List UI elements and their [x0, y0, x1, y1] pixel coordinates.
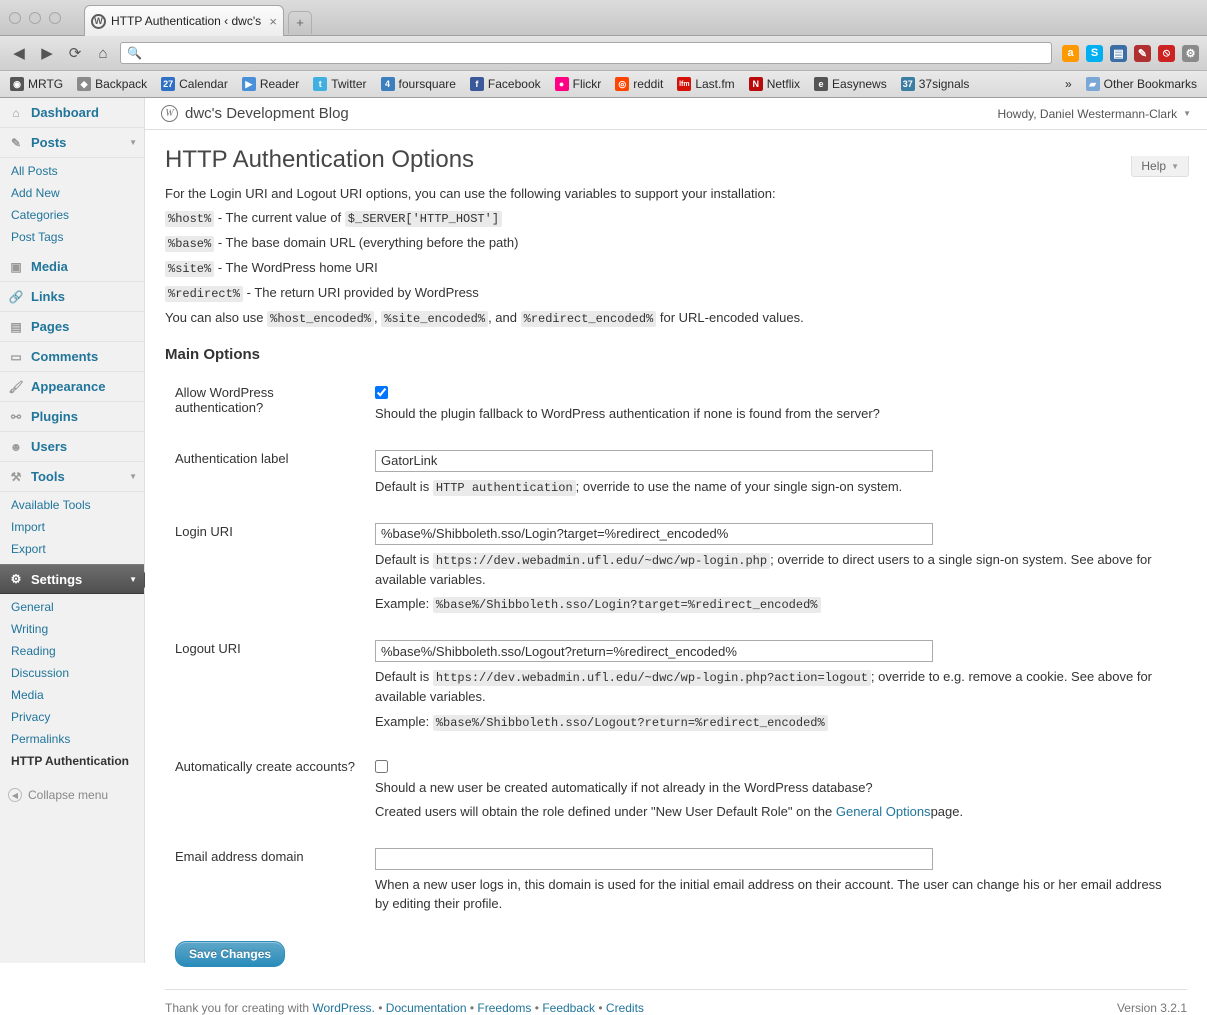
bookmark-facebook[interactable] — [470, 77, 541, 91]
footer-dot-1: • — [378, 1000, 383, 1015]
sidebar-item-label: Links — [31, 289, 65, 304]
submenu-item-reading[interactable]: Reading — [11, 644, 56, 658]
form-row-allow-wp-auth — [165, 371, 1187, 437]
signals-icon: 37 — [901, 77, 915, 91]
wordpress-logo-icon: W — [161, 105, 178, 122]
sidebar-item-posts[interactable] — [0, 128, 144, 158]
bookmark-foursquare[interactable] — [381, 77, 456, 91]
auth-label-desc-code: HTTP authentication — [433, 480, 576, 496]
bookmark-other-bookmarks[interactable] — [1086, 77, 1197, 91]
submenu-item-privacy[interactable]: Privacy — [11, 710, 51, 724]
settings-icon: ⚙ — [10, 572, 22, 586]
email-domain-description: When a new user logs in, this domain is used for the initial email address on their account. The user can change his or her email address by editing their profile. — [375, 876, 1162, 911]
pin-extension-icon[interactable]: ✎ — [1134, 45, 1151, 62]
field-label-allow-wp-auth: Allow WordPress authentication? — [175, 385, 274, 415]
auth-label-desc-pre: Default is — [375, 478, 430, 494]
sidebar-item-label: Appearance — [31, 379, 106, 394]
back-icon[interactable]: ◀ — [13, 45, 25, 62]
wrench-menu-icon[interactable]: ⚙ — [1182, 45, 1199, 62]
field-cell-auth-label — [375, 437, 1187, 510]
variable-text: - The return URI provided by WordPress — [246, 285, 479, 300]
variable-row-redirect — [165, 285, 1187, 301]
sidebar-item-label: Media — [31, 259, 68, 274]
tab-strip — [0, 0, 1207, 36]
sidebar-item-pages[interactable] — [0, 312, 144, 342]
sidebar-item-label: Pages — [31, 319, 70, 334]
reader-icon: ▶ — [242, 77, 256, 91]
bookmarks-overflow-icon[interactable]: » — [1064, 77, 1072, 91]
submenu-item-add-new[interactable]: Add New — [11, 186, 60, 200]
bookmark-label: 37signals — [918, 77, 970, 91]
login-uri-desc-code: https://dev.webadmin.ufl.edu/~dwc/wp-login.php — [433, 553, 770, 569]
pages-icon: ▤ — [10, 319, 22, 334]
encoded-site-code: %site_encoded% — [381, 311, 488, 327]
extension-icons — [1058, 45, 1199, 62]
field-label-login-uri: Login URI — [175, 523, 233, 539]
login-uri-input[interactable] — [375, 523, 933, 545]
field-cell-login-uri — [375, 510, 1187, 628]
variable-code: %base% — [165, 236, 214, 252]
auto-create-role-post: page. — [930, 804, 964, 819]
encoded-note — [165, 310, 1187, 326]
auto-create-role-note — [375, 802, 1177, 822]
form-row-auth-label — [165, 437, 1187, 510]
bookmark-label: Calendar — [179, 77, 228, 91]
form-row-email-domain — [165, 835, 1187, 927]
foursquare-icon: 4 — [381, 77, 395, 91]
logout-uri-example-code: %base%/Shibboleth.sso/Logout?return=%redirect_encoded% — [433, 715, 828, 731]
bookmark-label: foursquare — [398, 77, 456, 91]
variable-code: %site% — [165, 261, 214, 277]
variable-text: - The WordPress home URI — [217, 260, 378, 275]
browser-tab[interactable] — [84, 5, 284, 36]
footer-freedoms-link[interactable]: Freedoms — [477, 1000, 532, 1015]
encoded-sep-2: , and — [488, 310, 517, 325]
close-tab-icon[interactable]: × — [269, 13, 277, 29]
folder-icon: ▰ — [1086, 77, 1100, 91]
encoded-host-code: %host_encoded% — [267, 311, 374, 327]
submenu-posts — [0, 158, 144, 252]
bookmark-reader[interactable] — [242, 77, 299, 91]
bookmark-label: Reader — [259, 77, 300, 91]
help-button-label: Help — [1141, 159, 1167, 173]
admin-sidebar — [0, 98, 145, 963]
field-cell-allow-wp-auth — [375, 371, 1187, 437]
sidebar-item-links[interactable] — [0, 282, 144, 312]
minimize-window-button[interactable] — [29, 12, 41, 24]
sidebar-item-settings[interactable] — [0, 564, 144, 594]
field-cell-auto-create — [375, 745, 1187, 835]
bookmark-twitter[interactable] — [313, 77, 366, 91]
submenu-item-import[interactable]: Import — [11, 520, 46, 534]
section-title-main-options: Main Options — [165, 346, 260, 363]
wordpress-version: Version 3.2.1 — [1116, 1000, 1187, 1015]
collapse-icon: ◀ — [8, 788, 22, 802]
variable-row-host — [165, 210, 1187, 226]
sidebar-item-label: Posts — [31, 135, 67, 150]
netflix-icon: N — [749, 77, 763, 91]
zoom-window-button[interactable] — [49, 12, 61, 24]
field-label-logout-uri: Logout URI — [175, 641, 241, 656]
bookmark-mrtg[interactable] — [10, 77, 63, 91]
field-cell-email-domain — [375, 835, 1187, 927]
admin-content — [145, 98, 1207, 1015]
sidebar-item-dashboard[interactable] — [0, 98, 144, 128]
footer-dot-3: • — [534, 1000, 539, 1015]
user-greeting[interactable] — [997, 107, 1191, 121]
options-form-table — [165, 371, 1187, 927]
lastfm-icon: lfm — [677, 77, 691, 91]
skype-extension-icon[interactable]: S — [1086, 45, 1103, 62]
submenu-item-media[interactable]: Media — [11, 688, 44, 702]
form-row-login-uri — [165, 510, 1187, 628]
backpack-icon: ◆ — [77, 77, 91, 91]
chevron-down-icon: ▼ — [129, 138, 137, 147]
sidebar-item-media[interactable] — [0, 252, 144, 282]
field-label-email-domain: Email address domain — [175, 848, 304, 864]
bookmark-backpack[interactable] — [77, 77, 147, 91]
login-uri-example — [375, 594, 1177, 614]
logout-uri-desc-post: ; override to e.g. remove a cookie. See above for available variables. — [375, 669, 1153, 704]
window-traffic-lights[interactable] — [9, 12, 61, 24]
bookmark-calendar[interactable] — [161, 77, 228, 91]
bookmark-label: Last.fm — [695, 77, 735, 91]
help-button[interactable] — [1131, 156, 1189, 177]
address-bar[interactable] — [120, 42, 1052, 64]
search-icon: 🔍 — [127, 46, 142, 60]
wp-admin — [0, 98, 1207, 1015]
close-window-button[interactable] — [9, 12, 21, 24]
sidebar-item-label: Dashboard — [31, 105, 99, 120]
submenu-item-http-authentication[interactable]: HTTP Authentication — [11, 754, 129, 768]
bookmark-easynews[interactable] — [814, 77, 887, 91]
sidebar-item-comments[interactable] — [0, 342, 144, 372]
sidebar-item-tools[interactable] — [0, 462, 144, 492]
chevron-down-icon: ▼ — [1171, 161, 1179, 171]
amazon-extension-icon[interactable]: a — [1062, 45, 1079, 62]
sidebar-item-label: Users — [31, 439, 68, 454]
login-uri-example-label: Example: — [375, 596, 430, 611]
twitter-icon: t — [313, 77, 327, 91]
general-options-link[interactable]: General Options — [835, 804, 931, 819]
variable-text: - The current value of — [217, 210, 342, 225]
field-cell-logout-uri — [375, 627, 1187, 745]
form-row-logout-uri — [165, 627, 1187, 745]
submit-row — [165, 927, 1187, 967]
sidebar-item-label: Plugins — [31, 409, 78, 424]
footer-dot-2: • — [469, 1000, 475, 1015]
wordpress-favicon: W — [91, 14, 106, 29]
chevron-down-icon: ▼ — [129, 472, 137, 481]
variables-list — [165, 210, 1187, 301]
posts-icon: ✎ — [10, 135, 22, 150]
footer-feedback-link[interactable]: Feedback — [542, 1000, 596, 1015]
footer-thanks: Thank you for creating with — [165, 1000, 310, 1015]
auth-label-desc-post: ; override to use the name of your single sign-on system. — [575, 478, 903, 494]
logout-uri-example-label: Example: — [375, 713, 430, 729]
bookmark-label: Easynews — [832, 77, 887, 91]
collapse-menu-button[interactable] — [0, 788, 144, 802]
variable-code-2: $_SERVER['HTTP_HOST'] — [345, 211, 502, 227]
variable-text: - The base domain URL (everything before the path) — [217, 235, 519, 250]
bookmark-label: Backpack — [95, 77, 148, 91]
reload-icon[interactable]: ⟳ — [68, 45, 82, 62]
submenu-item-discussion[interactable]: Discussion — [11, 666, 70, 680]
bookmark-label: Facebook — [487, 77, 541, 91]
submenu-item-writing[interactable]: Writing — [11, 622, 49, 636]
field-label-auth-label: Authentication label — [175, 450, 289, 466]
submenu-item-available-tools[interactable]: Available Tools — [11, 498, 91, 512]
login-uri-desc-post: ; override to direct users to a single sign-on system. See above for available variables. — [375, 551, 1152, 587]
calendar-icon: 27 — [161, 77, 175, 91]
variable-row-base — [165, 235, 1187, 251]
submenu-item-general[interactable]: General — [11, 600, 54, 614]
allow-wp-auth-description: Should the plugin fallback to WordPress authentication if none is found from the server? — [375, 406, 880, 421]
collapse-menu-label: Collapse menu — [28, 788, 109, 802]
sidebar-item-label: Comments — [31, 349, 99, 364]
plugins-icon: ⚯ — [10, 409, 22, 424]
lastpass-extension-icon[interactable]: ▤ — [1110, 45, 1127, 62]
media-icon: ▣ — [10, 259, 22, 274]
home-icon[interactable]: ⌂ — [98, 44, 108, 62]
encoded-note-suffix: for URL-encoded values. — [659, 310, 804, 325]
bookmark-37signals[interactable] — [901, 77, 970, 91]
email-domain-input[interactable] — [375, 848, 933, 870]
admin-header — [145, 98, 1207, 130]
submenu-settings — [0, 594, 144, 776]
variable-code: %host% — [165, 211, 214, 227]
users-icon: ☻ — [9, 439, 23, 454]
sidebar-item-label: Tools — [31, 469, 65, 484]
comments-icon: ▭ — [10, 349, 22, 364]
bookmark-label: reddit — [633, 77, 664, 91]
form-row-auto-create — [165, 745, 1187, 835]
login-uri-example-code: %base%/Shibboleth.sso/Login?target=%redirect_encoded% — [433, 597, 821, 613]
bookmark-netflix[interactable] — [749, 77, 800, 91]
bookmark-lastfm[interactable] — [677, 77, 734, 91]
adblock-extension-icon[interactable]: ⦸ — [1158, 45, 1175, 62]
footer-dot-4: • — [598, 1000, 603, 1015]
auto-create-role-pre: Created users will obtain the role defined under "New User Default Role" on the — [375, 804, 833, 819]
submenu-item-export[interactable]: Export — [11, 542, 46, 556]
chevron-down-icon: ▼ — [1183, 109, 1191, 118]
footer-wordpress-link[interactable]: WordPress. — [312, 1000, 375, 1015]
variable-code: %redirect% — [165, 286, 243, 302]
allow-wp-auth-checkbox[interactable] — [375, 386, 388, 399]
tools-icon: ⚒ — [10, 469, 22, 484]
logout-uri-description — [375, 667, 1177, 707]
bookmark-label: Netflix — [766, 77, 801, 91]
dashboard-icon: ⌂ — [12, 105, 20, 120]
bookmarks-bar — [0, 71, 1207, 98]
reddit-icon: ◎ — [615, 77, 629, 91]
submenu-tools — [0, 492, 144, 564]
submenu-item-all-posts[interactable]: All Posts — [11, 164, 58, 178]
sidebar-item-plugins[interactable] — [0, 402, 144, 432]
bookmark-reddit[interactable] — [615, 77, 663, 91]
auth-label-input[interactable] — [375, 450, 933, 472]
field-label-auto-create: Automatically create accounts? — [175, 758, 355, 774]
bookmark-flickr[interactable] — [555, 77, 602, 91]
auto-create-description: Should a new user be created automatically if not already in the WordPress database? — [375, 779, 873, 795]
sidebar-item-users[interactable] — [0, 432, 144, 462]
encoded-redirect-code: %redirect_encoded% — [521, 311, 657, 327]
logout-uri-input[interactable] — [375, 640, 933, 662]
footer-documentation-link[interactable]: Documentation — [385, 1000, 467, 1015]
sidebar-item-appearance[interactable] — [0, 372, 144, 402]
new-tab-button[interactable]: + — [288, 11, 312, 34]
facebook-icon: f — [470, 77, 484, 91]
logout-uri-desc-code: https://dev.webadmin.ufl.edu/~dwc/wp-login.php?action=logout — [433, 670, 871, 686]
bookmark-label: Flickr — [572, 77, 602, 91]
bookmark-label: Other Bookmarks — [1103, 77, 1197, 91]
page-title: HTTP Authentication Options — [165, 146, 475, 173]
auth-label-description — [375, 477, 1177, 497]
intro-text: For the Login URI and Logout URI options, you can use the following variables to support your installation: — [165, 186, 776, 201]
site-name[interactable]: dwc's Development Blog — [185, 105, 349, 122]
submenu-item-post-tags[interactable]: Post Tags — [11, 230, 64, 244]
browser-window — [0, 0, 1207, 98]
mrtg-icon: ◉ — [10, 77, 24, 91]
bookmark-label: MRTG — [28, 77, 64, 91]
submenu-item-permalinks[interactable]: Permalinks — [11, 732, 71, 746]
sidebar-item-label: Settings — [31, 571, 83, 587]
login-uri-desc-pre: Default is — [375, 551, 430, 567]
encoded-note-prefix: You can also use — [165, 310, 264, 325]
logout-uri-desc-pre: Default is — [375, 669, 430, 684]
user-greeting-label: Howdy, Daniel Westermann-Clark — [997, 106, 1178, 121]
flickr-icon: ● — [555, 77, 569, 91]
page-body — [145, 146, 1207, 967]
bookmark-label: Twitter — [331, 77, 367, 91]
logout-uri-example — [375, 712, 1177, 732]
encoded-sep-1: , — [374, 310, 378, 325]
links-icon: 🔗 — [8, 289, 24, 304]
variable-row-site — [165, 260, 1187, 276]
browser-toolbar — [0, 36, 1207, 71]
auto-create-checkbox[interactable] — [375, 760, 388, 773]
appearance-icon: 🖌 — [8, 379, 24, 394]
footer-credits-link[interactable]: Credits — [605, 1000, 644, 1015]
admin-footer — [165, 989, 1187, 1015]
tab-title: HTTP Authentication ‹ dwc's — [111, 14, 262, 28]
login-uri-description — [375, 550, 1177, 590]
save-changes-button[interactable]: Save Changes — [175, 941, 285, 967]
easynews-icon: e — [814, 77, 828, 91]
forward-icon[interactable]: ▶ — [41, 45, 53, 62]
chevron-down-icon: ▼ — [129, 574, 137, 584]
submenu-item-categories[interactable]: Categories — [11, 208, 70, 222]
